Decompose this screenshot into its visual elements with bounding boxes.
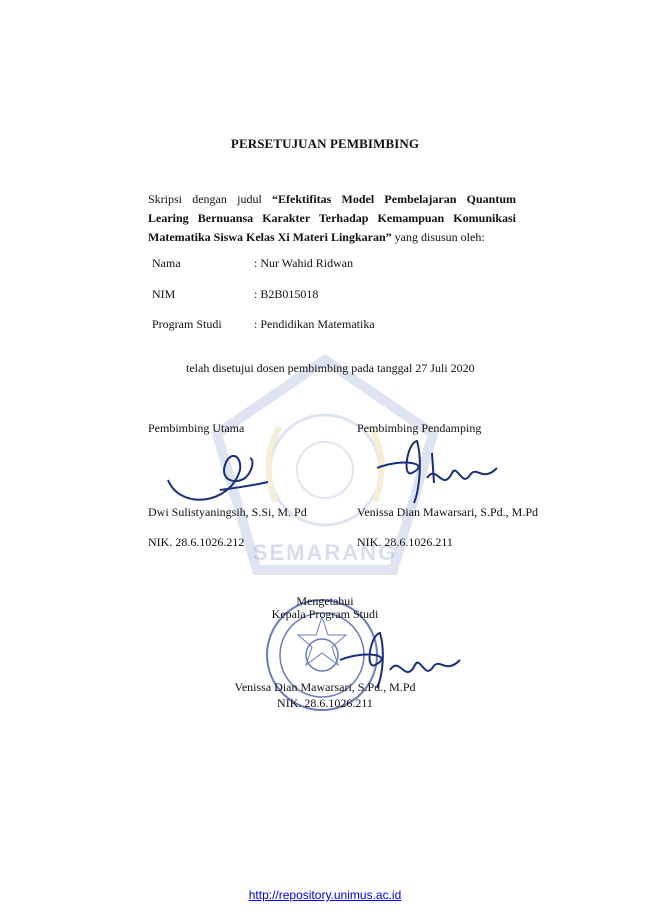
program-label: Program Studi bbox=[152, 317, 222, 331]
name-value: : Nur Wahid Ridwan bbox=[254, 256, 354, 270]
advisor-co-role: Pembimbing Pendamping bbox=[357, 421, 482, 435]
advisor-co-nik: NIK. 28.6.1026.211 bbox=[357, 535, 453, 549]
acknowledged-role: Kepala Program Studi bbox=[271, 607, 379, 621]
page-title: PERSETUJUAN PEMBIMBING bbox=[230, 136, 420, 151]
intro-suffix: yang disusun oleh: bbox=[391, 230, 485, 244]
advisor-co-name: Venissa Dian Mawarsari, S.Pd., M.Pd bbox=[357, 505, 538, 519]
program-value: : Pendidikan Matematika bbox=[254, 317, 375, 331]
repository-link[interactable]: http://repository.unimus.ac.id bbox=[248, 888, 402, 902]
nim-value: : B2B015018 bbox=[254, 287, 319, 301]
student-name-row bbox=[152, 256, 353, 271]
student-nim-row bbox=[152, 287, 318, 302]
thesis-title: “Efektifitas Model Pembelajaran Quantum Learing Bernuansa Karakter Terhadap Kemampuan Komunikasi Matematika Siswa Kelas Xi Materi Lingkaran” bbox=[148, 192, 516, 244]
approval-statement: telah disetujui dosen pembimbing pada tanggal 27 Juli 2020 bbox=[186, 361, 475, 375]
watermark-text: SEMARANG bbox=[252, 540, 398, 565]
student-program-row bbox=[152, 317, 375, 332]
nim-label: NIM bbox=[152, 287, 176, 301]
advisor-co-signature bbox=[372, 433, 502, 508]
advisor-main-role: Pembimbing Utama bbox=[148, 421, 245, 435]
advisor-main-nik: NIK. 28.6.1026.212 bbox=[148, 535, 245, 549]
intro-paragraph bbox=[148, 190, 516, 247]
intro-prefix: Skripsi dengan judul bbox=[148, 192, 272, 206]
advisor-main-signature bbox=[160, 440, 270, 510]
acknowledged-heading: Mengetahui bbox=[296, 594, 354, 608]
name-label: Nama bbox=[152, 256, 181, 270]
advisor-main-name: Dwi Sulistyaningsih, S.Si, M. Pd bbox=[148, 505, 307, 519]
acknowledged-nik: NIK. 28.6.1026.211 bbox=[277, 696, 373, 710]
acknowledged-name: Venissa Dian Mawarsari, S.Pd., M.Pd bbox=[234, 680, 416, 694]
footer bbox=[0, 888, 650, 902]
